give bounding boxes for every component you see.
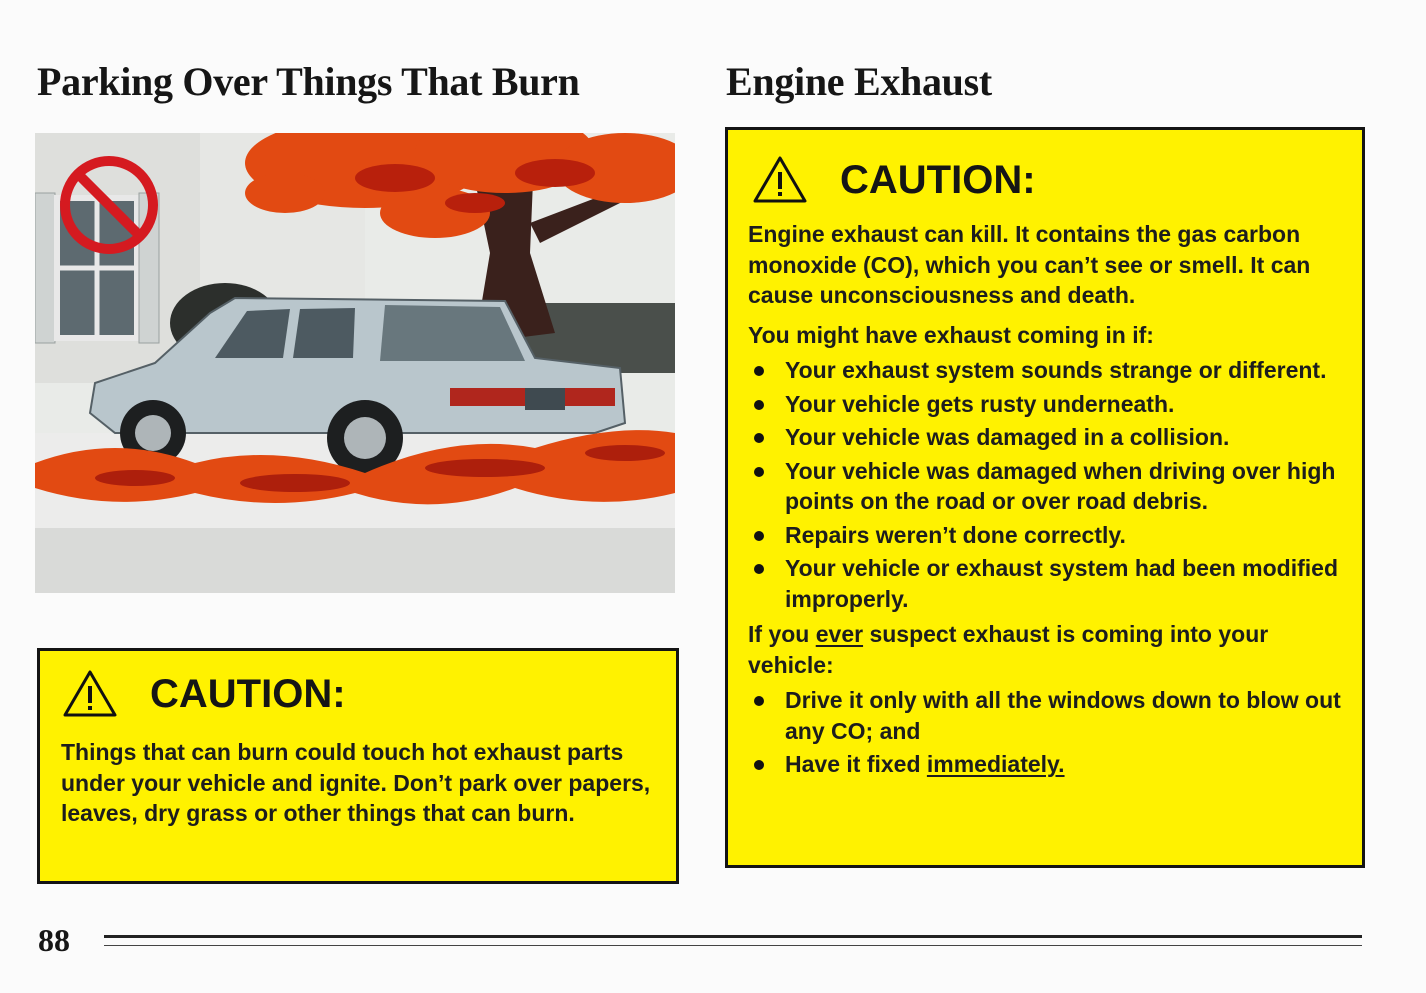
- bullet-icon: [754, 760, 764, 770]
- bullet-icon: [754, 531, 764, 541]
- caution-label: CAUTION:: [150, 671, 346, 716]
- list-item-text: Repairs weren’t done correctly.: [785, 521, 1126, 548]
- bullet-icon: [754, 564, 764, 574]
- list-item-text: Your vehicle or exhaust system had been modified improperly.: [785, 555, 1339, 612]
- bullet-icon: [754, 366, 764, 376]
- caution-header: [752, 155, 1036, 205]
- list-item-text: Drive it only with all the windows down to blow out any CO; and: [785, 687, 1341, 744]
- list-item-text: Have it fixed: [785, 751, 927, 777]
- list-item: [748, 456, 1348, 517]
- suspect-emphasis: ever: [815, 621, 864, 647]
- exhaust-caution-box: [725, 127, 1365, 868]
- bullet-icon: [754, 696, 764, 706]
- suspect-text: suspect exhaust is coming into your vehicle:: [748, 621, 1269, 678]
- bullet-icon: [754, 433, 764, 443]
- list-item: [748, 389, 1348, 420]
- list-item-text: Your vehicle was damaged when driving over high points on the road or over road debris.: [785, 457, 1336, 514]
- caution-body: [748, 219, 1348, 785]
- list-intro: You might have exhaust coming in if:: [748, 321, 1154, 348]
- left-heading: Parking Over Things That Burn: [37, 59, 580, 104]
- caution-label: CAUTION:: [840, 157, 1036, 202]
- action-list: [748, 685, 1348, 780]
- warning-triangle-icon: [62, 669, 118, 719]
- footer-rule-thin: [104, 945, 1362, 946]
- list-item: [748, 355, 1348, 386]
- list-item-text: Your vehicle was damaged in a collision.: [785, 424, 1230, 450]
- symptom-list: [748, 355, 1348, 614]
- warning-triangle-icon: [752, 155, 808, 205]
- list-item: [748, 422, 1348, 453]
- list-item: [748, 685, 1348, 746]
- car-over-leaves-illustration: [35, 133, 675, 593]
- bullet-icon: [754, 467, 764, 477]
- list-item-emphasis: immediately.: [926, 751, 1065, 777]
- parking-caution-box: [37, 648, 679, 884]
- caution-text: Things that can burn could touch hot exhaust parts under your vehicle and ignite. Don’t park over papers, leaves, dry grass or other things that can burn.: [61, 739, 651, 826]
- list-item: [748, 553, 1348, 614]
- list-item-text: Your exhaust system sounds strange or different.: [785, 357, 1327, 383]
- right-heading: Engine Exhaust: [726, 59, 992, 104]
- intro-paragraph: Engine exhaust can kill. It contains the gas carbon monoxide (CO), which you can’t see or smell. It can cause unconsciousness and death.: [748, 221, 1311, 308]
- suspect-text: If you: [748, 621, 816, 647]
- parking-illustration: [35, 133, 675, 593]
- bullet-icon: [754, 400, 764, 410]
- suspect-paragraph: [748, 619, 1348, 680]
- list-item-text: Your vehicle gets rusty underneath.: [785, 390, 1175, 417]
- footer-rule: [104, 935, 1362, 938]
- page-number: 88: [38, 922, 70, 958]
- list-item: [748, 520, 1348, 551]
- caution-header: [62, 669, 346, 719]
- list-item: [748, 749, 1348, 780]
